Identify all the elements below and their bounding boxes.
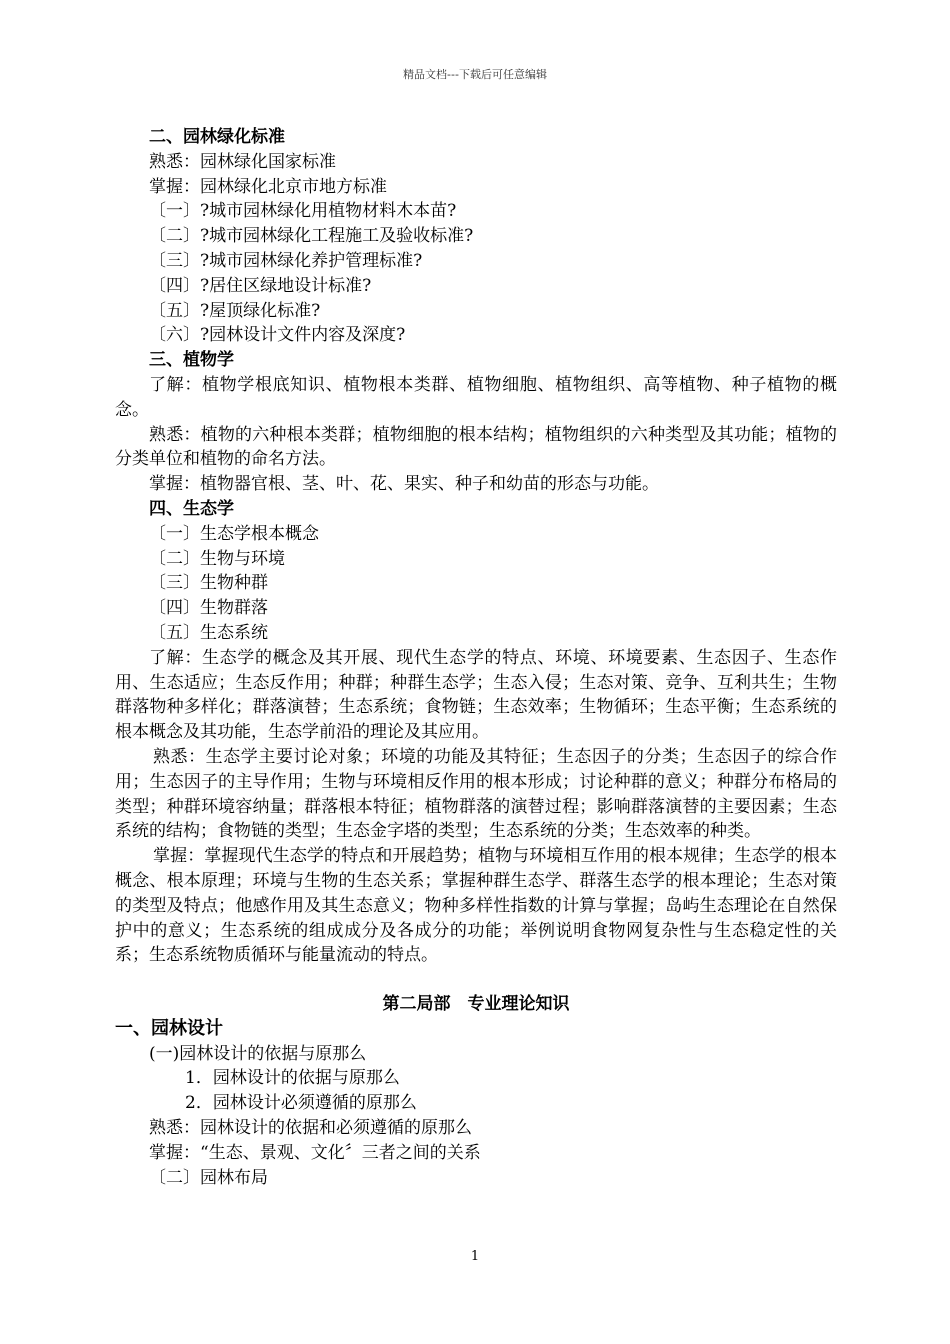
master-line: 掌握：园林绿化北京市地方标准: [149, 176, 387, 197]
list-item: 〔四〕生物群落: [149, 598, 268, 619]
list-item: 〔一〕生态学根本概念: [149, 523, 319, 544]
master-paragraph: 掌握：掌握现代生态学的特点和开展趋势；植物与环境相互作用的根本规律；生态学的根本概念、根本原理；环境与生物的生态关系；掌握种群生态学、群落生态学的根本理论；生态对策的类型及特点；他感作用及其生态意义；物种多样性指数的计算与掌握；岛屿生态理论在自然保护中的意义；生态系统的组成成分及各成分的功能；举例说明食物网复杂性与生态稳定性的关系；生态系统物质循环与能量流动的特点。: [115, 846, 837, 966]
list-item: 〔六〕?园林设计文件内容及深度?: [149, 325, 406, 346]
subsection-heading: (一)园林设计的依据与原那么: [149, 1043, 367, 1064]
list-item: 〔五〕?屋顶绿化标准?: [149, 300, 321, 321]
understand-paragraph: 了解：生态学的概念及其开展、现代生态学的特点、环境、环境要素、生态因子、生态作用、生态适应；生态反作用；种群；种群生态学；生态入侵；生态对策、竞争、互利共生；生物群落物种多样化；群落演替；生态系统；食物链；生态效率；生物循环；生态平衡；生态系统的根本概念及其功能，生态学前沿的理论及其应用。: [115, 647, 837, 743]
section-heading-ecology: 四、生态学: [149, 498, 234, 519]
master-line: 掌握：“生态、景观、文化〞三者之间的关系: [149, 1142, 481, 1163]
list-item: 〔二〕生物与环境: [149, 548, 285, 569]
section-heading-botany: 三、植物学: [149, 350, 234, 371]
numbered-item: 1．园林设计的依据与原那么: [185, 1068, 400, 1089]
familiar-paragraph: 熟悉：生态学主要讨论对象；环境的功能及其特征；生态因子的分类；生态因子的综合作用；生态因子的主导作用；生物与环境相反作用的根本形成；讨论种群的意义；种群分布格局的类型；种群环境容纳量；群落根本特征；植物群落的演替过程；影响群落演替的主要因素；生态系统的结构；食物链的类型；生态金字塔的类型；生态系统的分类；生态效率的种类。: [115, 746, 837, 842]
part-title: 第二局部 专业理论知识: [382, 994, 570, 1015]
numbered-item: 2．园林设计必须遵循的原那么: [185, 1093, 417, 1114]
document-body: [115, 125, 837, 1190]
section-heading-landscape-standards: 二、园林绿化标准: [149, 127, 285, 147]
list-item: 〔五〕生态系统: [149, 622, 268, 643]
understand-paragraph: 了解：植物学根底知识、植物根本类群、植物细胞、植物组织、高等植物、种子植物的概念。: [115, 374, 837, 420]
list-item: 〔二〕?城市园林绿化工程施工及验收标准?: [149, 226, 474, 247]
subsection-heading: 〔二〕园林布局: [149, 1167, 268, 1188]
list-item: 〔四〕?居住区绿地设计标准?: [149, 275, 372, 296]
list-item: 〔三〕生物种群: [149, 573, 268, 594]
familiar-line: 熟悉：园林绿化国家标准: [149, 151, 336, 172]
section-heading-landscape-design: 一、园林设计: [115, 1017, 223, 1039]
page-number: 1: [470, 1249, 480, 1264]
list-item: 〔一〕?城市园林绿化用植物材料木本苗?: [149, 201, 457, 222]
familiar-line: 熟悉：园林设计的依据和必须遵循的原那么: [149, 1118, 472, 1139]
familiar-paragraph: 熟悉：植物的六种根本类群；植物细胞的根本结构；植物组织的六种类型及其功能；植物的分类单位和植物的命名方法。: [115, 424, 837, 470]
list-item: 〔三〕?城市园林绿化养护管理标准?: [149, 250, 423, 271]
master-paragraph: 掌握：植物器官根、茎、叶、花、果实、种子和幼苗的形态与功能。: [149, 474, 659, 495]
page-header: 精品文档---下载后可任意编辑: [403, 68, 547, 81]
